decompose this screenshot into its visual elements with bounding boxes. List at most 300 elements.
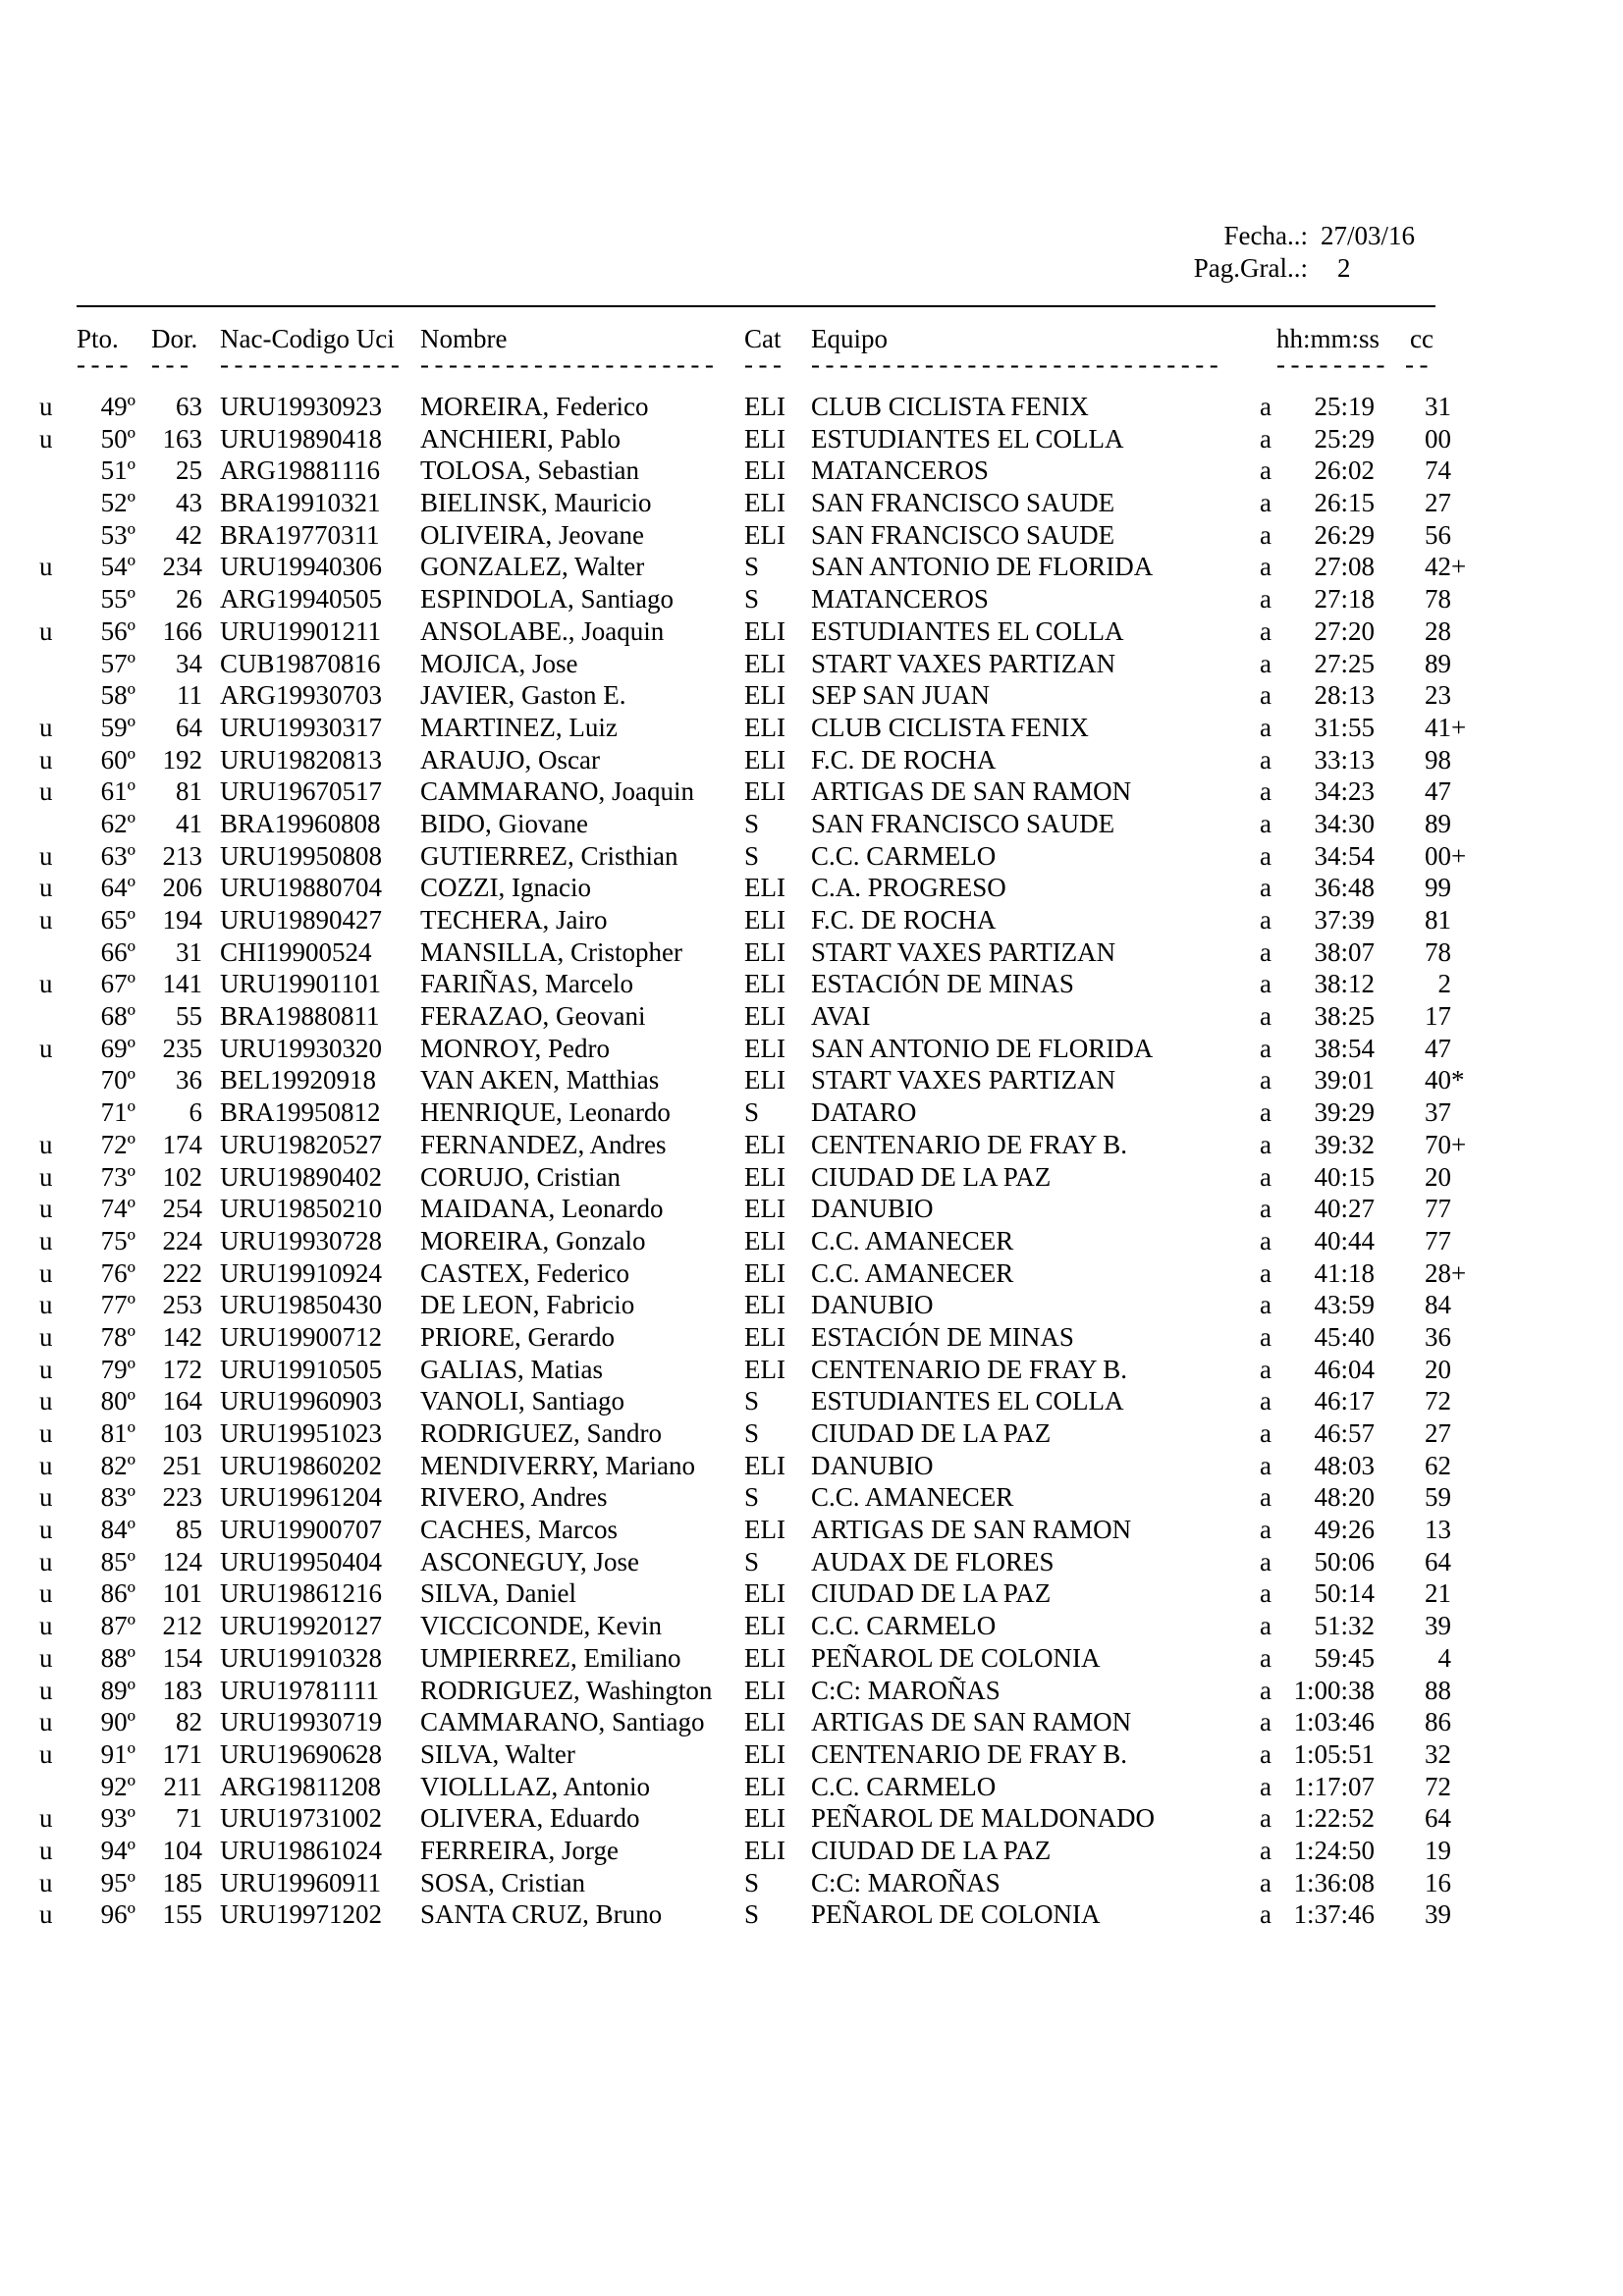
cell-gap-marker: a (1260, 712, 1271, 742)
cell-position: 96º (100, 1899, 135, 1930)
cell-uci-code: URU19971202 (220, 1899, 383, 1930)
cell-name: BIDO, Giovane (420, 808, 588, 838)
cell-dorsal: 64 (176, 712, 202, 742)
cell-team: CLUB CICLISTA FENIX (811, 392, 1089, 421)
cell-uci-code: URU19950808 (220, 840, 383, 871)
cell-dorsal: 206 (162, 873, 202, 903)
cell-position: 49º (100, 392, 135, 421)
cell-name: MAIDANA, Leonardo (420, 1194, 664, 1224)
cell-uci-code: URU19930320 (220, 1033, 383, 1063)
cell-time: 1:37:46 (1293, 1899, 1375, 1930)
cell-name: MOJICA, Jose (420, 648, 578, 678)
cell-team: START VAXES PARTIZAN (811, 1065, 1116, 1095)
cell-position: 92º (100, 1771, 135, 1801)
cell-team: ESTUDIANTES EL COLLA (811, 423, 1124, 454)
cell-uci-code: URU19861024 (220, 1835, 383, 1865)
cell-gap-marker: a (1260, 1354, 1271, 1384)
cell-dorsal: 154 (162, 1642, 202, 1673)
cell-category: ELI (744, 1161, 785, 1192)
cell-uci-code: BEL19920918 (220, 1065, 376, 1095)
cell-uci-code: URU19910328 (220, 1642, 383, 1673)
cell-uci-code: URU19900712 (220, 1321, 383, 1352)
table-row (29, 551, 1467, 583)
cell-category: ELI (744, 1642, 785, 1673)
cell-time: 1:36:08 (1293, 1867, 1375, 1897)
cell-time: 1:24:50 (1293, 1835, 1375, 1865)
cell-position: 53º (100, 519, 135, 550)
cc-number: 56 (1425, 519, 1451, 550)
cell-dorsal: 192 (162, 744, 202, 774)
cell-time: 40:44 (1314, 1225, 1375, 1255)
cell-time: 26:02 (1314, 455, 1375, 486)
cc-number: 84 (1425, 1290, 1451, 1320)
cell-gap-marker: a (1260, 423, 1271, 454)
cell-gap-marker: a (1260, 455, 1271, 486)
cell-category: S (744, 808, 760, 838)
cell-u-flag (29, 454, 74, 487)
cell-u-flag: u (39, 1803, 53, 1834)
cell-gap-marker: a (1260, 1290, 1271, 1320)
cell-cc (1375, 551, 1467, 583)
cell-u-flag: u (39, 1161, 53, 1192)
cell-category: ELI (744, 1257, 785, 1288)
cell-gap-marker: a (1260, 1611, 1271, 1641)
cell-name: TOLOSA, Sebastian (420, 455, 639, 486)
cell-time: 38:54 (1314, 1033, 1375, 1063)
cell-u-flag: u (39, 776, 53, 807)
cell-position: 93º (100, 1803, 135, 1834)
fecha-value: 27/03/16 (1321, 221, 1416, 250)
cell-name: OLIVERA, Eduardo (420, 1803, 640, 1834)
cell-team: C:C: MAROÑAS (811, 1675, 1001, 1705)
cell-cc (1375, 423, 1451, 455)
cell-name: CACHES, Marcos (420, 1515, 618, 1545)
cell-uci-code: BRA19950812 (220, 1097, 381, 1128)
table-row (29, 615, 1451, 648)
cell-cc (1375, 1000, 1451, 1033)
cell-gap-marker: a (1260, 808, 1271, 838)
cc-suffix: + (1451, 552, 1467, 582)
cell-cc (1375, 1450, 1451, 1482)
cell-team: SAN FRANCISCO SAUDE (811, 519, 1115, 550)
cell-position: 62º (100, 808, 135, 838)
cell-uci-code: URU19900707 (220, 1515, 383, 1545)
cell-cc (1375, 615, 1451, 648)
cell-position: 51º (100, 455, 135, 486)
cell-time: 1:00:38 (1293, 1675, 1375, 1705)
column-header-dorsal (137, 324, 206, 387)
table-row (29, 1867, 1451, 1899)
cell-gap-marker: a (1260, 1129, 1271, 1159)
cc-number: 86 (1425, 1707, 1451, 1737)
cell-position: 65º (100, 905, 135, 934)
cell-dorsal: 6 (189, 1097, 202, 1128)
cc-number: 64 (1425, 1803, 1451, 1834)
cell-team: DANUBIO (811, 1450, 934, 1480)
cell-cc (1375, 391, 1451, 423)
cell-u-flag: u (39, 1867, 53, 1897)
cell-category: ELI (744, 1738, 785, 1769)
cell-uci-code: URU19930923 (220, 392, 383, 421)
cell-team: C:C: MAROÑAS (811, 1867, 1001, 1897)
cell-cc (1375, 583, 1451, 615)
cell-gap-marker: a (1260, 1642, 1271, 1673)
cell-name: ARAUJO, Oscar (420, 744, 600, 774)
cell-gap-marker: a (1260, 1546, 1271, 1576)
cell-name: OLIVEIRA, Jeovane (420, 519, 644, 550)
cell-team: C.A. PROGRESO (811, 873, 1006, 903)
cc-suffix: + (1451, 1257, 1467, 1288)
table-row (29, 1161, 1451, 1194)
cell-uci-code: URU19930719 (220, 1707, 383, 1737)
table-body (29, 391, 1467, 1931)
cell-name: ANCHIERI, Pablo (420, 423, 621, 454)
cell-dorsal: 185 (162, 1867, 202, 1897)
cell-name: ANSOLABE., Joaquin (420, 615, 665, 646)
cell-uci-code: URU19670517 (220, 776, 383, 807)
cell-category: ELI (744, 1707, 785, 1737)
cell-dorsal: 254 (162, 1194, 202, 1224)
cc-number: 47 (1425, 1033, 1451, 1063)
cell-name: VAN AKEN, Matthias (420, 1065, 660, 1095)
cc-number: 41 (1425, 712, 1451, 742)
cell-cc (1375, 1706, 1451, 1738)
cell-team: C.C. AMANECER (811, 1482, 1014, 1513)
cell-gap-marker: a (1260, 1578, 1271, 1609)
cell-dorsal: 101 (162, 1578, 202, 1609)
cell-category: ELI (744, 905, 785, 934)
cell-team: CIUDAD DE LA PAZ (811, 1578, 1052, 1609)
cell-time: 40:15 (1314, 1161, 1375, 1192)
cell-dorsal: 41 (176, 808, 202, 838)
cell-team: START VAXES PARTIZAN (811, 648, 1116, 678)
cell-time: 46:17 (1314, 1386, 1375, 1416)
cc-number: 32 (1425, 1738, 1451, 1769)
cell-cc (1375, 1802, 1451, 1835)
cell-category: S (744, 1867, 760, 1897)
cell-time: 43:59 (1314, 1290, 1375, 1320)
table-row (29, 1257, 1467, 1290)
cell-gap-marker: a (1260, 1386, 1271, 1416)
cell-uci-code: URU19850210 (220, 1194, 383, 1224)
cell-cc (1375, 679, 1451, 712)
cell-position: 71º (100, 1097, 135, 1128)
cell-time: 39:32 (1314, 1129, 1375, 1159)
cell-dorsal: 26 (176, 584, 202, 614)
cell-dorsal: 223 (162, 1482, 202, 1513)
cell-cc (1375, 519, 1451, 552)
cell-category: ELI (744, 744, 785, 774)
cell-cc (1375, 648, 1451, 680)
column-underline: --- (744, 349, 787, 379)
cell-dorsal: 63 (176, 392, 202, 421)
cell-time: 59:45 (1314, 1642, 1375, 1673)
cell-u-flag: u (39, 1738, 53, 1769)
cell-u-flag: u (39, 744, 53, 774)
cell-uci-code: URU19961204 (220, 1482, 383, 1513)
table-row (29, 1129, 1467, 1161)
cell-time: 1:05:51 (1293, 1738, 1375, 1769)
cell-cc (1375, 904, 1451, 936)
cell-team: MATANCEROS (811, 455, 989, 486)
cell-dorsal: 251 (162, 1450, 202, 1480)
cell-category: ELI (744, 1001, 785, 1032)
table-row (29, 1450, 1451, 1482)
cc-number: 31 (1425, 392, 1451, 421)
table-row (29, 1193, 1451, 1225)
cell-u-flag: u (39, 969, 53, 999)
cell-uci-code: URU19940306 (220, 552, 383, 582)
cell-dorsal: 253 (162, 1290, 202, 1320)
cell-uci-code: URU19690628 (220, 1738, 383, 1769)
cell-u-flag: u (39, 712, 53, 742)
cell-team: DANUBIO (811, 1290, 934, 1320)
cell-position: 50º (100, 423, 135, 454)
cell-dorsal: 36 (176, 1065, 202, 1095)
cell-uci-code: URU19920127 (220, 1611, 383, 1641)
cell-uci-code: URU19930728 (220, 1225, 383, 1255)
table-row (29, 1771, 1451, 1803)
cell-cc (1375, 454, 1451, 487)
cell-uci-code: ARG19881116 (220, 455, 381, 486)
cell-u-flag: u (39, 1675, 53, 1705)
cell-gap-marker: a (1260, 1225, 1271, 1255)
cell-position: 70º (100, 1065, 135, 1095)
cc-number: 16 (1425, 1867, 1451, 1897)
table-row (29, 840, 1467, 873)
cell-category: ELI (744, 1771, 785, 1801)
cell-uci-code: CUB19870816 (220, 648, 381, 678)
cell-category: S (744, 1097, 760, 1128)
cell-team: SAN FRANCISCO SAUDE (811, 488, 1115, 518)
cell-gap-marker: a (1260, 1867, 1271, 1897)
cc-number: 99 (1425, 873, 1451, 903)
cell-gap-marker: a (1260, 1001, 1271, 1032)
cc-number: 36 (1425, 1321, 1451, 1352)
column-header-position (74, 324, 137, 387)
cell-dorsal: 172 (162, 1354, 202, 1384)
cell-dorsal: 43 (176, 488, 202, 518)
cell-name: GALIAS, Matias (420, 1354, 603, 1384)
cell-uci-code: BRA19770311 (220, 519, 380, 550)
cell-u-flag (29, 1000, 74, 1033)
table-row (29, 1481, 1451, 1514)
cell-time: 38:25 (1314, 1001, 1375, 1032)
column-header-label: Pto. (77, 324, 119, 353)
table-row (29, 808, 1451, 840)
cell-gap-marker: a (1260, 776, 1271, 807)
cell-name: VICCICONDE, Kevin (420, 1611, 662, 1641)
cell-cc (1375, 1257, 1467, 1290)
cell-u-flag: u (39, 1899, 53, 1930)
cell-u-flag (29, 1771, 74, 1803)
cell-team: ESTUDIANTES EL COLLA (811, 1386, 1124, 1416)
cell-team: PEÑAROL DE COLONIA (811, 1899, 1101, 1930)
cc-number: 64 (1425, 1546, 1451, 1576)
cell-position: 67º (100, 969, 135, 999)
cc-number: 19 (1425, 1835, 1451, 1865)
cell-position: 91º (100, 1738, 135, 1769)
cell-gap-marker: a (1260, 1161, 1271, 1192)
cell-gap-marker: a (1260, 1418, 1271, 1448)
cc-number: 28 (1425, 615, 1451, 646)
cell-cc (1375, 1577, 1451, 1610)
cell-name: BIELINSK, Mauricio (420, 488, 652, 518)
cell-category: S (744, 1482, 760, 1513)
cell-cc (1375, 487, 1451, 519)
cell-gap-marker: a (1260, 1738, 1271, 1769)
cc-number: 77 (1425, 1225, 1451, 1255)
cell-time: 45:40 (1314, 1321, 1375, 1352)
cc-number: 39 (1425, 1611, 1451, 1641)
cell-category: ELI (744, 1321, 785, 1352)
cell-team: C.C. CARMELO (811, 840, 997, 871)
cell-u-flag (29, 808, 74, 840)
cell-category: S (744, 1546, 760, 1576)
column-header-gap (1232, 324, 1276, 387)
cell-uci-code: ARG19811208 (220, 1771, 382, 1801)
cell-time: 41:18 (1314, 1257, 1375, 1288)
table-row (29, 519, 1451, 552)
cell-u-flag: u (39, 1033, 53, 1063)
cell-team: PEÑAROL DE MALDONADO (811, 1803, 1155, 1834)
cell-team: ARTIGAS DE SAN RAMON (811, 1515, 1132, 1545)
cc-number: 89 (1425, 808, 1451, 838)
cell-cc (1375, 1771, 1451, 1803)
table-row (29, 391, 1451, 423)
cell-position: 85º (100, 1546, 135, 1576)
table-row (29, 1898, 1451, 1931)
cell-team: C.C. CARMELO (811, 1611, 997, 1641)
cell-uci-code: URU19880704 (220, 873, 383, 903)
table-row (29, 1546, 1451, 1578)
cc-number: 2 (1437, 969, 1451, 999)
column-header-label: Nombre (420, 324, 508, 353)
cell-dorsal: 102 (162, 1161, 202, 1192)
cell-category: ELI (744, 488, 785, 518)
cell-dorsal: 82 (176, 1707, 202, 1737)
cell-gap-marker: a (1260, 519, 1271, 550)
cell-u-flag: u (39, 1515, 53, 1545)
cell-position: 88º (100, 1642, 135, 1673)
cell-position: 52º (100, 488, 135, 518)
cell-cc (1375, 936, 1451, 969)
table-row (29, 679, 1451, 712)
cell-time: 1:22:52 (1293, 1803, 1375, 1834)
table-row (29, 1706, 1451, 1738)
cell-u-flag: u (39, 1225, 53, 1255)
cell-u-flag: u (39, 1386, 53, 1416)
cell-cc (1375, 968, 1451, 1000)
cell-dorsal: 213 (162, 840, 202, 871)
column-underline: ---- (77, 349, 134, 379)
cell-team: CENTENARIO DE FRAY B. (811, 1738, 1128, 1769)
cell-time: 1:17:07 (1293, 1771, 1375, 1801)
cell-dorsal: 42 (176, 519, 202, 550)
cc-suffix: + (1451, 712, 1467, 742)
cell-team: F.C. DE ROCHA (811, 744, 997, 774)
cell-uci-code: BRA19880811 (220, 1001, 380, 1032)
cell-cc (1375, 1161, 1451, 1194)
cell-position: 58º (100, 680, 135, 711)
cell-u-flag (29, 936, 74, 969)
results-table (29, 324, 1467, 1931)
cell-dorsal: 34 (176, 648, 202, 678)
cell-team: SAN FRANCISCO SAUDE (811, 808, 1115, 838)
table-row (29, 1354, 1451, 1386)
cell-name: GONZALEZ, Walter (420, 552, 645, 582)
cell-u-flag (29, 1096, 74, 1129)
cell-cc (1375, 872, 1451, 904)
cell-team: ARTIGAS DE SAN RAMON (811, 776, 1132, 807)
column-underline: ----------------------------- (811, 349, 1224, 379)
table-row (29, 775, 1451, 808)
table-row (29, 712, 1467, 744)
cell-u-flag: u (39, 615, 53, 646)
cell-team: ESTUDIANTES EL COLLA (811, 615, 1124, 646)
cell-name: MENDIVERRY, Mariano (420, 1450, 695, 1480)
cell-cc (1375, 1321, 1451, 1354)
cell-time: 37:39 (1314, 905, 1375, 934)
table-row (29, 1835, 1451, 1867)
cell-position: 87º (100, 1611, 135, 1641)
cell-time: 33:13 (1314, 744, 1375, 774)
cell-dorsal: 25 (176, 455, 202, 486)
cell-dorsal: 174 (162, 1129, 202, 1159)
cell-position: 77º (100, 1290, 135, 1320)
cell-name: HENRIQUE, Leonardo (420, 1097, 671, 1128)
cell-gap-marker: a (1260, 1482, 1271, 1513)
cell-category: ELI (744, 519, 785, 550)
cell-u-flag (29, 519, 74, 552)
cell-u-flag: u (39, 1354, 53, 1384)
cell-category: ELI (744, 1033, 785, 1063)
cc-number: 42 (1425, 552, 1451, 582)
cell-gap-marker: a (1260, 744, 1271, 774)
cell-position: 78º (100, 1321, 135, 1352)
cell-cc (1375, 1546, 1451, 1578)
cell-u-flag: u (39, 392, 53, 421)
cell-dorsal: 142 (162, 1321, 202, 1352)
cell-uci-code: ARG19930703 (220, 680, 383, 711)
cell-name: ASCONEGUY, Jose (420, 1546, 640, 1576)
cell-name: MOREIRA, Gonzalo (420, 1225, 646, 1255)
cell-team: ARTIGAS DE SAN RAMON (811, 1707, 1132, 1737)
cell-dorsal: 31 (176, 936, 202, 967)
table-row (29, 1289, 1451, 1321)
cell-position: 56º (100, 615, 135, 646)
cell-cc (1375, 808, 1451, 840)
cell-team: CIUDAD DE LA PAZ (811, 1418, 1052, 1448)
cell-cc (1375, 1610, 1451, 1642)
cell-time: 49:26 (1314, 1515, 1375, 1545)
table-row (29, 1738, 1451, 1771)
table-row (29, 1321, 1451, 1354)
cell-name: TECHERA, Jairo (420, 905, 608, 934)
cell-cc (1375, 1289, 1451, 1321)
cell-cc (1375, 840, 1467, 873)
cell-dorsal: 183 (162, 1675, 202, 1705)
cell-name: FERREIRA, Jorge (420, 1835, 620, 1865)
cell-name: UMPIERREZ, Emiliano (420, 1642, 681, 1673)
cell-cc (1375, 1642, 1451, 1675)
cell-cc (1375, 1738, 1451, 1771)
cc-number: 78 (1425, 936, 1451, 967)
cell-u-flag: u (39, 840, 53, 871)
cell-dorsal: 212 (162, 1611, 202, 1641)
cell-time: 50:14 (1314, 1578, 1375, 1609)
cc-number: 37 (1425, 1097, 1451, 1128)
